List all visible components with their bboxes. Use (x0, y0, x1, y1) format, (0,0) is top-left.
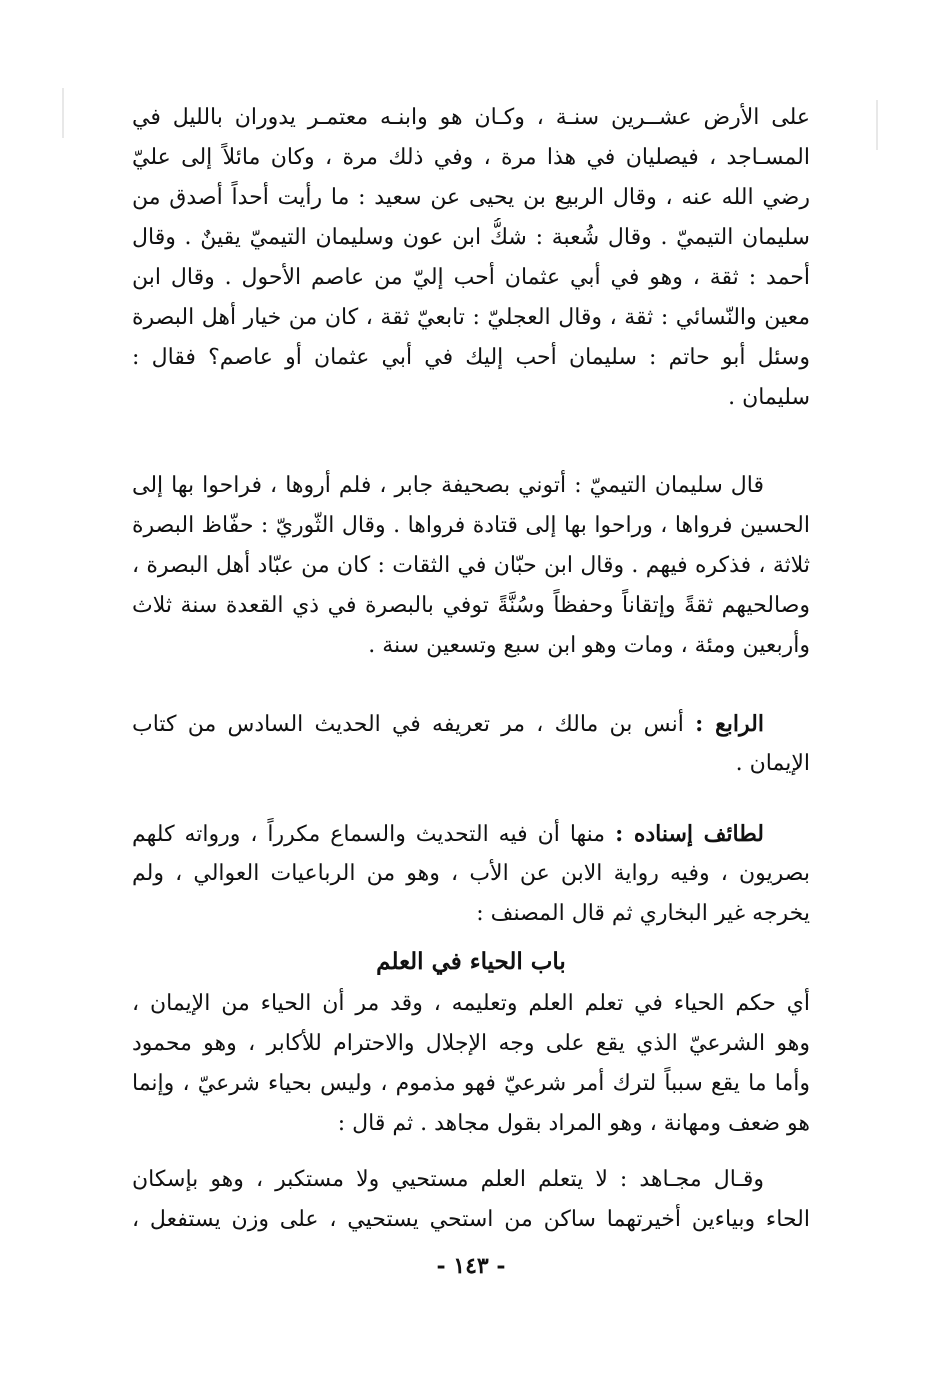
text-line: قال سليمان التيميّ : أتوني بصحيفة جابر ، فلم أروها ، فراحوا بها إلى (132, 473, 764, 498)
text-line: وأما ما يقع سبباً لترك أمر شرعيّ فهو مذموم ، وليس بحياء شرعيّ ، وإنما (132, 1071, 810, 1096)
paragraph-1 (132, 98, 810, 418)
margin-mark (62, 88, 64, 138)
text-line: سليمان التيميّ . وقال شُعبة : شكُّ ابن عون وسليمان التيميّ يقينٌ . وقال (132, 225, 810, 250)
text-line: المسـاجد ، فيصليان في هذا مرة ، وفي ذلك مرة ، وكان مائلاً إلى عليّ (132, 145, 810, 170)
chapter-heading: باب الحياء في العلم (376, 948, 566, 975)
page-number: - ١٤٣ - (436, 1253, 506, 1279)
paragraph-text: منها أن فيه التحديث والسماع مكرراً ، ورواته كلهم (132, 822, 606, 847)
text-line (132, 814, 810, 854)
paragraph-label: لطائف إسناده : (615, 821, 765, 847)
text-line: بصريون ، وفيه رواية الابن عن الأب ، وهو من الرباعيات العوالي ، ولم (132, 861, 810, 886)
margin-mark (876, 100, 878, 150)
text-line: معين والنّسائي : ثقة ، وقال العجليّ : تابعيّ ثقة ، كان من خيار أهل البصرة (132, 305, 810, 330)
text-line: وقـال مجـاهد : لا يتعلم العلم مستحيي ولا مستكبر ، وهو بإسكان (132, 1167, 764, 1192)
text-line: رضي الله عنه ، وقال الربيع بن يحيى عن سعيد : ما رأيت أحداً أصدق من (132, 185, 810, 210)
paragraph-4 (132, 814, 810, 934)
text-line (132, 704, 810, 744)
paragraph-text: أنس بن مالك ، مر تعريفه في الحديث السادس من كتاب (132, 712, 684, 737)
text-line: وأربعين ومئة ، ومات وهو ابن سبع وتسعين سنة . (368, 633, 810, 658)
text-line: يخرجه غير البخاري ثم قال المصنف : (476, 901, 810, 926)
text-line: أحمد : ثقة ، وهو في أبي عثمان أحب إليّ من عاصم الأحول . وقال ابن (132, 265, 810, 290)
text-line: ثلاثة ، فذكره فيهم . وقال ابن حبّان في الثقات : كان من عبّاد أهل البصرة ، (132, 553, 810, 578)
text-line: على الأرض عشــرين سنـة ، وكـان هو وابنـه معتمـر يدوران بالليل في (132, 105, 810, 130)
text-line: الحسين فرواها ، وراحوا بها إلى قتادة فرواها . وقال الثّوريّ : حفّاظ البصرة (132, 513, 810, 538)
text-line: هو ضعف ومهانة ، وهو المراد بقول مجاهد . ثم قال : (337, 1111, 810, 1136)
text-line: وصالحيهم ثقةً وإتقاناً وحفظاً وسُنَّةً توفي بالبصرة في ذي القعدة سنة ثلاث (132, 593, 810, 618)
paragraph-3 (132, 704, 810, 784)
paragraph-label: الرابع : (695, 711, 765, 737)
paragraph-5 (132, 984, 810, 1144)
text-line: وهو الشرعيّ الذي يقع على وجه الإجلال والاحترام للأكابر ، وهو محمود (132, 1031, 810, 1056)
paragraph-2 (132, 466, 810, 666)
text-line: الإيمان . (735, 751, 810, 776)
text-line: سليمان . (728, 385, 810, 410)
text-line: أي حكم الحياء في تعلم العلم وتعليمه ، وقد مر أن الحياء من الإيمان ، (132, 991, 810, 1016)
text-line: وسئل أبو حاتم : سليمان أحب إليك في أبي عثمان أو عاصم؟ فقال : (132, 345, 810, 370)
paragraph-6 (132, 1160, 810, 1240)
text-line: الحاء وبياءين أخيرتهما ساكن من استحي يستحيي ، على وزن يستفعل ، (132, 1207, 810, 1232)
